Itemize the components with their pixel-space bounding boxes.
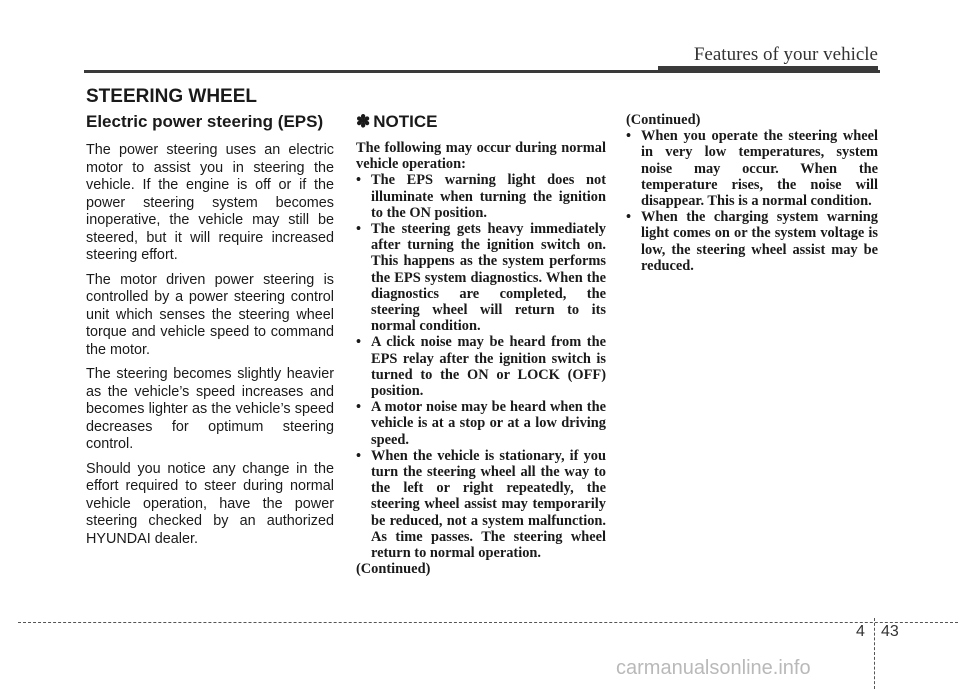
notice-continued (626, 112, 878, 274)
list-item: • A click noise may be heard from the EPS relay after the ignition switch is turned to the ON or LOCK (OFF) position. (356, 334, 606, 399)
footer-divider (18, 622, 958, 623)
watermark: carmanualsonline.info (616, 657, 811, 679)
paragraph: Should you notice any change in the effort required to steer during normal vehicle operation, have the power steering checked by an authorized HYUNDAI dealer. (86, 460, 334, 547)
notice-title (356, 112, 606, 132)
section-title: STEERING WHEEL (86, 86, 258, 107)
continued-label: (Continued) (626, 112, 701, 128)
list-item: • When the charging system warning light comes on or the system voltage is low, the steering wheel assist may be reduced. (626, 209, 878, 274)
header-rule-accent (658, 66, 878, 73)
continued-label: (Continued) (356, 561, 431, 578)
notice-star-icon: ✽ (356, 112, 371, 131)
list-item: • The EPS warning light does not illuminate when turning the ignition to the ON position. (356, 172, 606, 221)
footer-vertical-divider (874, 618, 875, 689)
list-item: • When you operate the steering wheel in very low temperatures, system noise may occur. When the temperature rises, the noise will disappear. This is a normal condition. (626, 128, 878, 209)
paragraph: The steering becomes slightly heavier as the vehicle’s speed increases and becomes lighter as the vehicle’s speed decreases for optimum steering control. (86, 366, 334, 452)
list-item: • A motor noise may be heard when the vehicle is at a stop or at a low driving speed. (356, 399, 606, 448)
list-item: • When the vehicle is stationary, if you turn the steering wheel all the way to the left or right repeatedly, the steering wheel assist may temporarily be reduced, not a system malfunction. As time passes. The steering wheel return to normal operation. (356, 448, 606, 561)
subsection-heading: Electric power steering (EPS) (86, 112, 324, 131)
page-number: 43 (881, 623, 899, 640)
notice-intro: The following may occur during normal vehicle operation: (356, 140, 606, 173)
paragraph: The power steering uses an electric motor to assist you in steering the vehicle. If the engine is off or if the power steering system becomes inoperative, the vehicle may still be steered, but it will require increased steering effort. (86, 142, 334, 263)
notice-bullet-list-continued (626, 128, 878, 274)
chapter-number: 4 (856, 623, 865, 640)
page-header-title: Features of your vehicle (693, 44, 878, 65)
paragraph: The motor driven power steering is controlled by a power steering control unit which senses the steering wheel torque and vehicle speed to command the motor. (86, 271, 334, 358)
notice-bullet-list (356, 172, 606, 561)
column-eps-description (86, 112, 334, 555)
notice-title-label: NOTICE (373, 112, 438, 131)
notice-box (356, 112, 606, 577)
list-item: • The steering gets heavy immediately after turning the ignition switch on. This happens as the system performs the EPS system diagnostics. When the diagnostics are completed, the steering wheel will return to its normal condition. (356, 221, 606, 334)
